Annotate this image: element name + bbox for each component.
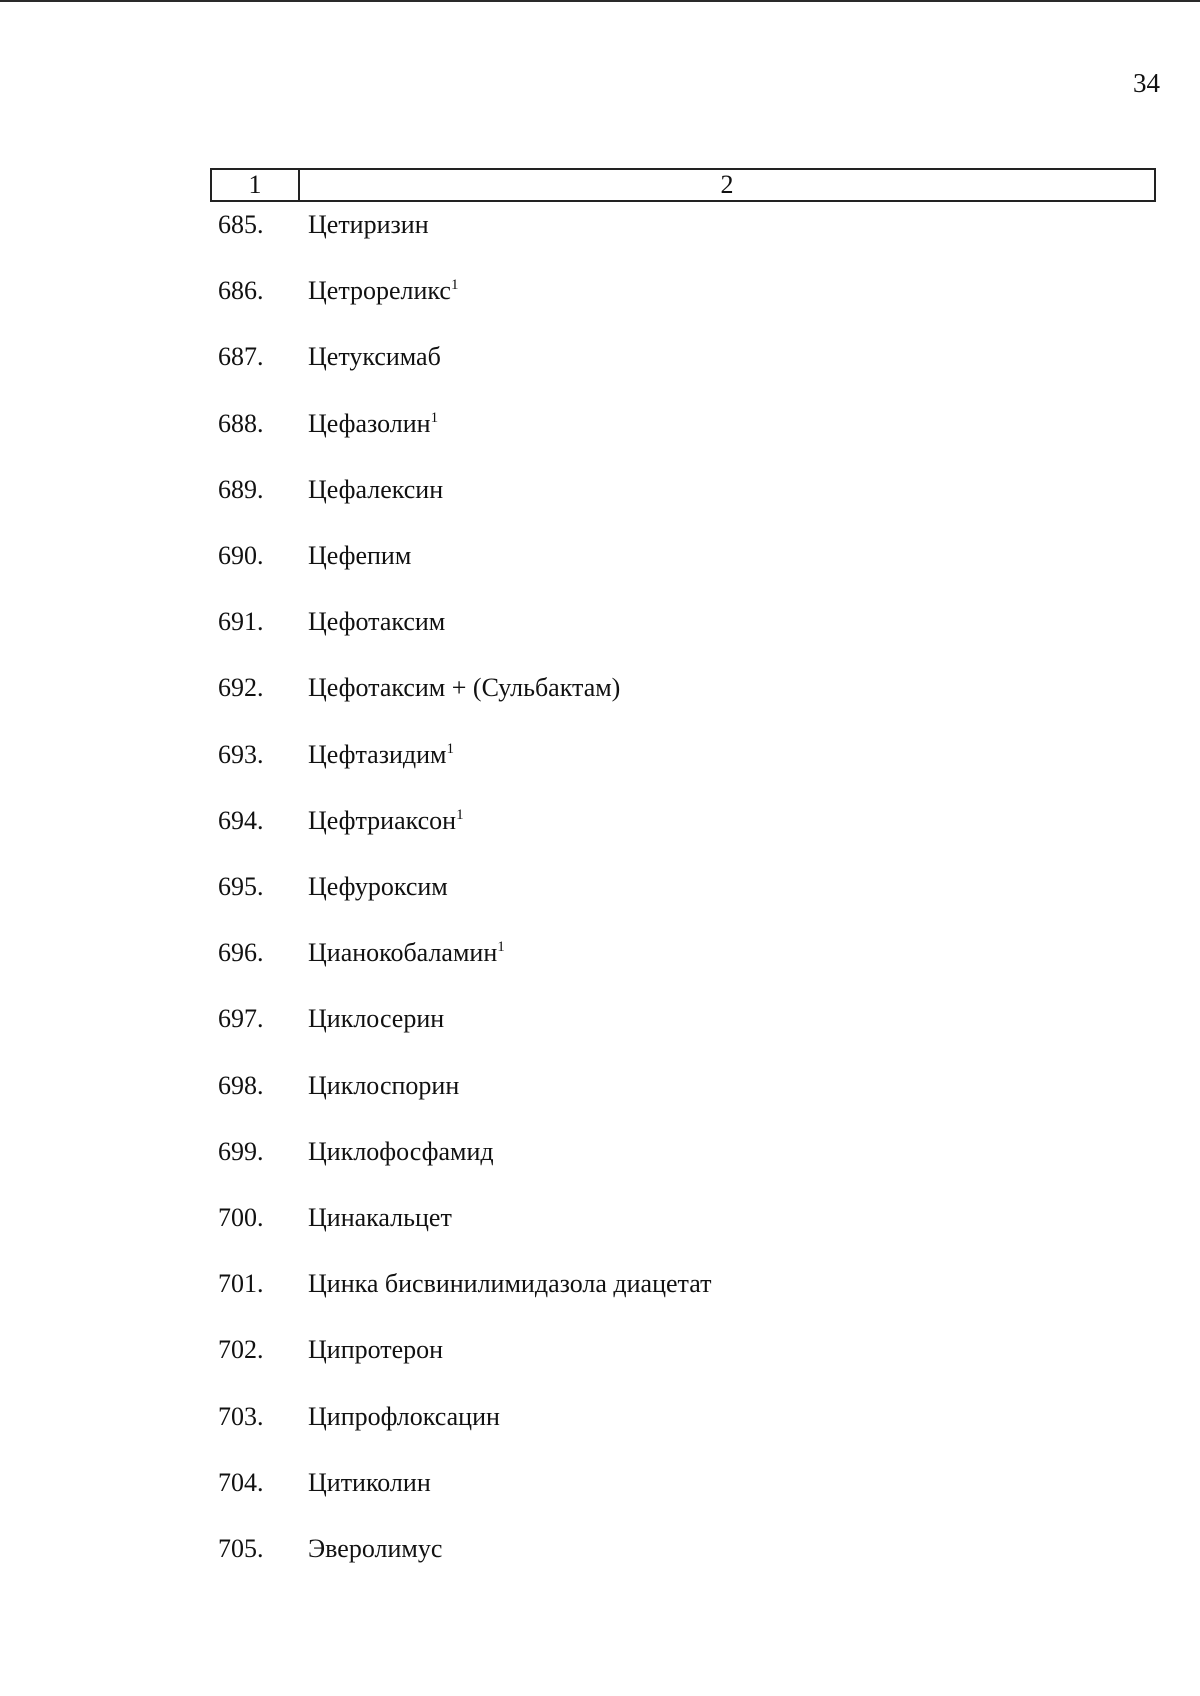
item-name: [308, 605, 445, 639]
item-name: [308, 1333, 443, 1367]
item-name-text: Ципротерон: [308, 1335, 444, 1364]
item-name-text: Цефотаксим: [308, 607, 446, 636]
footnote-marker: 1: [446, 741, 454, 757]
item-name: [308, 1002, 444, 1036]
list-item: [218, 1267, 711, 1301]
list-item: [218, 936, 505, 970]
item-name-text: Цефуроксим: [308, 872, 448, 901]
item-name-text: Цианокобаламин: [308, 938, 498, 967]
item-number: 702.: [218, 1335, 264, 1364]
list-item: [218, 407, 438, 441]
page-number: 34: [1133, 68, 1160, 98]
list-item: [218, 539, 411, 573]
item-number: 696.: [218, 938, 264, 967]
list-item: [218, 274, 458, 308]
item-name-text: Цефепим: [308, 541, 412, 570]
item-name: [308, 1466, 431, 1500]
list-item: [218, 605, 445, 639]
footnote-marker: 1: [497, 939, 505, 955]
item-number: 698.: [218, 1071, 264, 1100]
item-name-text: Цитиколин: [308, 1468, 431, 1497]
item-number: 686.: [218, 276, 264, 305]
list-item: [218, 1201, 452, 1235]
item-name: [308, 274, 458, 308]
list-item: [218, 1400, 500, 1434]
item-number: 699.: [218, 1137, 264, 1166]
item-name: [308, 870, 448, 904]
item-number: 694.: [218, 806, 264, 835]
footnote-marker: 1: [430, 410, 439, 426]
item-number: 685.: [218, 210, 264, 239]
item-number: 701.: [218, 1269, 264, 1298]
item-name-text: Цефалексин: [308, 475, 444, 504]
table-header-col-1: 1: [212, 170, 300, 200]
item-name: [308, 936, 505, 970]
list-item: [218, 1532, 442, 1566]
item-number: 693.: [218, 740, 264, 769]
item-name-text: Цинка бисвинилимидазола диацетат: [308, 1269, 712, 1298]
item-name: [308, 539, 411, 573]
item-name: [308, 473, 443, 507]
item-name: [308, 1069, 459, 1103]
item-name: [308, 1267, 711, 1301]
item-number: 697.: [218, 1004, 264, 1033]
list-item: [218, 671, 620, 705]
item-number: 690.: [218, 541, 264, 570]
item-name: [308, 804, 464, 838]
item-name: [308, 1532, 442, 1566]
list-item: [218, 1135, 494, 1169]
item-number: 700.: [218, 1203, 264, 1232]
item-name-text: Цинакальцет: [308, 1203, 452, 1232]
footnote-marker: 1: [450, 277, 459, 293]
list-item: [218, 208, 429, 242]
footnote-marker: 1: [456, 807, 464, 823]
item-number: 687.: [218, 342, 264, 371]
item-number: 704.: [218, 1468, 264, 1497]
list-item: [218, 1333, 443, 1367]
item-name-text: Цефотаксим + (Сульбактам): [308, 673, 621, 702]
list-item: [218, 870, 448, 904]
item-number: 695.: [218, 872, 264, 901]
item-name-text: Цефтазидим: [308, 740, 447, 769]
item-name: [308, 1400, 500, 1434]
item-name-text: Циклофосфамид: [308, 1137, 494, 1166]
item-number: 692.: [218, 673, 264, 702]
item-name-text: Ципрофлоксацин: [308, 1402, 500, 1431]
item-number: 703.: [218, 1402, 264, 1431]
item-name-text: Цетрореликс: [308, 276, 451, 305]
item-name-text: Цефтриаксон: [308, 806, 457, 835]
item-name-text: Эверолимус: [308, 1534, 443, 1563]
item-number: 688.: [218, 409, 264, 438]
item-name: [308, 407, 438, 441]
item-name-text: Цетуксимаб: [308, 342, 441, 371]
list-item: [218, 804, 464, 838]
item-name: [308, 738, 454, 772]
item-name: [308, 671, 620, 705]
item-name-text: Циклосерин: [308, 1004, 445, 1033]
item-number: 691.: [218, 607, 264, 636]
item-name-text: Циклоспорин: [308, 1071, 460, 1100]
item-name: [308, 1135, 494, 1169]
item-number: 705.: [218, 1534, 264, 1563]
item-number: 689.: [218, 475, 264, 504]
item-name: [308, 208, 429, 242]
list-item: [218, 1069, 459, 1103]
list-item: [218, 473, 443, 507]
list-item: [218, 1002, 444, 1036]
item-name-text: Цефазолин: [308, 409, 431, 438]
list-item: [218, 1466, 431, 1500]
table-header-col-2: 2: [720, 170, 734, 199]
item-name: [308, 1201, 452, 1235]
list-item: [218, 340, 441, 374]
list-item: [218, 738, 454, 772]
item-name: [308, 340, 441, 374]
item-name-text: Цетиризин: [308, 210, 429, 239]
